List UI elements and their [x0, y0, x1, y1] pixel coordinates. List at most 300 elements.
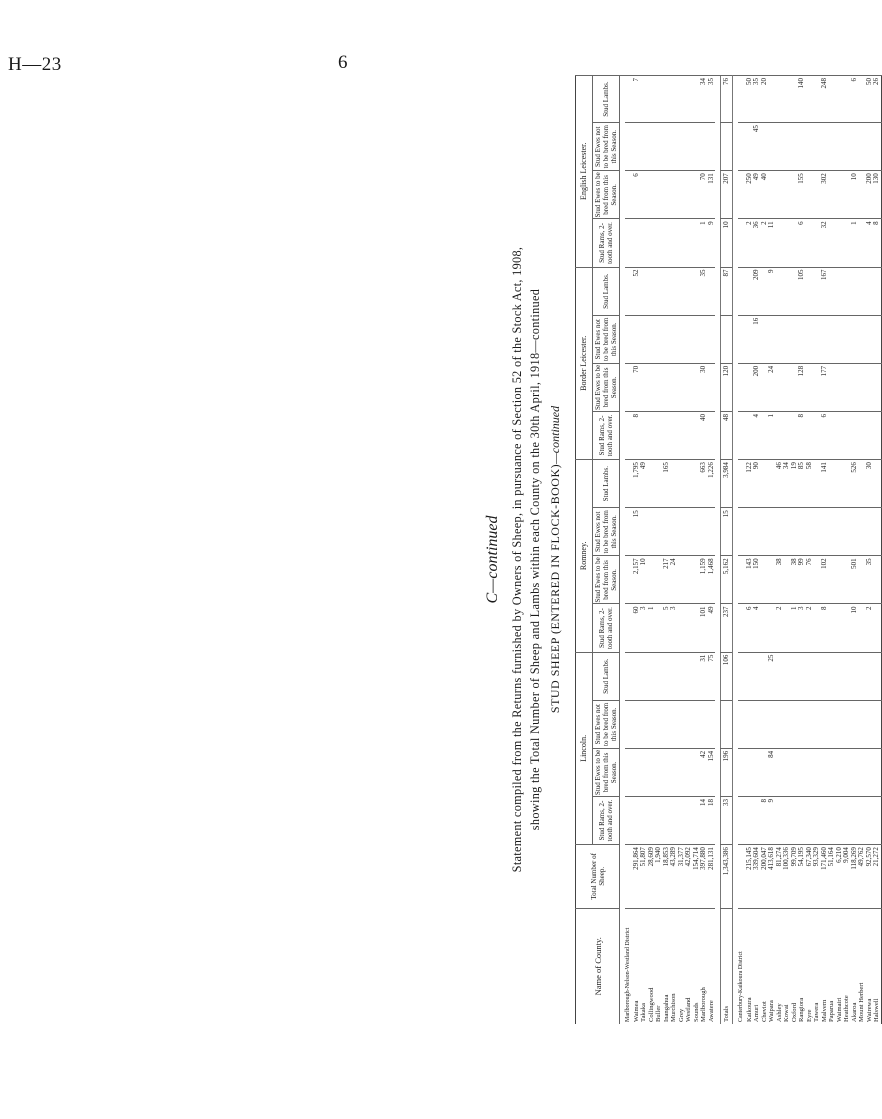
- romney-value-cell: [685, 460, 693, 508]
- border-value-cell: 52: [633, 267, 641, 315]
- county-name: Waimea: [633, 908, 641, 1024]
- english-value-cell: 6: [851, 76, 859, 123]
- romney-value-cell: [776, 508, 784, 556]
- district-heading: Marlborough-Nelson-Westland District: [625, 908, 633, 1024]
- english-value-cell: 45: [753, 123, 761, 171]
- border-value-cell: 209: [753, 267, 761, 315]
- romney-value-cell: [813, 604, 821, 652]
- border-value-cell: [843, 267, 851, 315]
- county-row: [708, 76, 716, 1025]
- english-value-cell: 35: [753, 76, 761, 123]
- english-value-cell: [836, 219, 844, 267]
- lincoln-value-cell: [858, 797, 866, 845]
- lincoln-value-cell: [746, 748, 754, 796]
- english-value-cell: 50: [866, 76, 874, 123]
- romney-value-cell: 99: [798, 556, 806, 604]
- romney-value-cell: 2: [866, 604, 874, 652]
- border-value-cell: 8: [798, 411, 806, 459]
- english-value-cell: [783, 219, 791, 267]
- subcolumn-header: Stud Ewes to be bred from this Season.: [594, 172, 618, 218]
- lincoln-value-cell: [761, 700, 769, 748]
- border-value-cell: 24: [768, 363, 776, 411]
- border-value-cell: [858, 363, 866, 411]
- english-value-cell: 207: [721, 171, 733, 219]
- totals-label: Totals: [721, 908, 733, 1024]
- border-value-cell: [843, 363, 851, 411]
- english-value-cell: [768, 171, 776, 219]
- total-sheep-cell: 9,004: [843, 845, 851, 908]
- county-row: [753, 76, 761, 1025]
- border-value-cell: [783, 363, 791, 411]
- county-row: [648, 76, 656, 1025]
- english-value-cell: [761, 123, 769, 171]
- border-value-cell: [858, 411, 866, 459]
- subcolumn-header: Stud Rams, 2-tooth and over.: [593, 604, 620, 652]
- lincoln-value-cell: [753, 700, 761, 748]
- english-value-cell: [663, 171, 671, 219]
- empty-cell: [625, 123, 633, 171]
- stud-sheep-table: [575, 75, 882, 1024]
- border-value-cell: [678, 267, 686, 315]
- english-value-cell: [806, 123, 814, 171]
- total-sheep-cell: 51,164: [828, 845, 836, 908]
- lincoln-value-cell: [813, 700, 821, 748]
- romney-value-cell: [851, 508, 859, 556]
- total-sheep-cell: 31,377: [678, 845, 686, 908]
- border-value-cell: [776, 315, 784, 363]
- border-value-cell: 128: [798, 363, 806, 411]
- county-row: [873, 76, 881, 1025]
- subcolumn-header: Stud Lambs.: [593, 652, 620, 700]
- romney-value-cell: [821, 508, 829, 556]
- county-row: [783, 76, 791, 1025]
- county-row: [700, 76, 708, 1025]
- border-value-cell: [721, 315, 733, 363]
- border-value-cell: [670, 411, 678, 459]
- border-value-cell: [648, 363, 656, 411]
- english-value-cell: [640, 171, 648, 219]
- border-value-cell: [836, 315, 844, 363]
- subcolumn-header: Stud Rams, 2-tooth and over.: [593, 411, 620, 459]
- romney-value-cell: 1,468: [708, 556, 716, 604]
- romney-value-cell: [798, 508, 806, 556]
- lincoln-value-cell: [836, 797, 844, 845]
- county-name: Collingwood: [648, 908, 656, 1024]
- romney-value-cell: 5,162: [721, 556, 733, 604]
- total-sheep-cell: 92,570: [866, 845, 874, 908]
- total-sheep-cell: 397,880: [700, 845, 708, 908]
- romney-value-cell: [655, 604, 663, 652]
- english-value-cell: [670, 219, 678, 267]
- border-value-cell: [663, 315, 671, 363]
- english-value-cell: [670, 76, 678, 123]
- english-value-cell: [828, 219, 836, 267]
- border-value-cell: [851, 315, 859, 363]
- romney-value-cell: 150: [753, 556, 761, 604]
- empty-cell: [625, 76, 633, 123]
- border-value-cell: [685, 267, 693, 315]
- lincoln-value-cell: [776, 797, 784, 845]
- romney-value-cell: [678, 556, 686, 604]
- english-value-cell: 10: [721, 219, 733, 267]
- border-value-cell: [663, 411, 671, 459]
- total-sheep-cell: 6,210: [836, 845, 844, 908]
- border-value-cell: [776, 267, 784, 315]
- border-value-cell: [873, 267, 881, 315]
- lincoln-value-cell: [663, 652, 671, 700]
- english-value-cell: [655, 76, 663, 123]
- english-value-cell: [798, 123, 806, 171]
- border-value-cell: [768, 315, 776, 363]
- empty-cell: [738, 411, 746, 459]
- empty-cell: [738, 700, 746, 748]
- border-value-cell: 40: [700, 411, 708, 459]
- english-value-cell: 32: [821, 219, 829, 267]
- english-value-cell: 9: [708, 219, 716, 267]
- lincoln-value-cell: [768, 700, 776, 748]
- header-row-groups: [576, 76, 593, 1025]
- romney-value-cell: [685, 604, 693, 652]
- border-value-cell: [648, 411, 656, 459]
- border-value-cell: 16: [753, 315, 761, 363]
- county-row: [821, 76, 829, 1025]
- lincoln-value-cell: [670, 797, 678, 845]
- empty-cell: [738, 123, 746, 171]
- empty-cell: [625, 652, 633, 700]
- romney-value-cell: [746, 508, 754, 556]
- border-value-cell: 120: [721, 363, 733, 411]
- romney-value-cell: 60: [633, 604, 641, 652]
- english-value-cell: [843, 219, 851, 267]
- romney-value-cell: 15: [721, 508, 733, 556]
- border-value-cell: [843, 411, 851, 459]
- county-row: [843, 76, 851, 1025]
- lincoln-value-cell: [791, 652, 799, 700]
- romney-value-cell: 4: [753, 604, 761, 652]
- subcolumn-header: Stud Ewes not to be bred from this Season.: [593, 700, 620, 748]
- lincoln-value-cell: [798, 748, 806, 796]
- statement-title: [508, 0, 544, 1119]
- lincoln-value-cell: [798, 652, 806, 700]
- english-value-cell: [648, 76, 656, 123]
- empty-cell: [738, 748, 746, 796]
- county-row: [836, 76, 844, 1025]
- english-value-cell: [813, 123, 821, 171]
- district-heading: Canterbury-Kaikoura District: [738, 908, 746, 1024]
- lincoln-value-cell: [633, 797, 641, 845]
- lincoln-value-cell: [678, 797, 686, 845]
- county-name: Waimairi: [836, 908, 844, 1024]
- romney-value-cell: [843, 508, 851, 556]
- english-value-cell: [806, 76, 814, 123]
- romney-value-cell: 237: [721, 604, 733, 652]
- lincoln-value-cell: [836, 748, 844, 796]
- border-value-cell: [655, 267, 663, 315]
- romney-value-cell: 1,226: [708, 460, 716, 508]
- lincoln-value-cell: [640, 797, 648, 845]
- english-value-cell: [776, 123, 784, 171]
- total-sheep-cell: 18,853: [663, 845, 671, 908]
- romney-value-cell: [828, 556, 836, 604]
- english-value-cell: [633, 123, 641, 171]
- lincoln-value-cell: [640, 748, 648, 796]
- county-name: Takaka: [640, 908, 648, 1024]
- english-value-cell: [791, 123, 799, 171]
- romney-value-cell: 34: [783, 460, 791, 508]
- county-row: [746, 76, 754, 1025]
- border-value-cell: [836, 267, 844, 315]
- lincoln-value-cell: [851, 748, 859, 796]
- romney-value-cell: 526: [851, 460, 859, 508]
- border-value-cell: [655, 363, 663, 411]
- english-value-cell: [791, 219, 799, 267]
- lincoln-value-cell: [858, 748, 866, 796]
- border-value-cell: [828, 315, 836, 363]
- border-value-cell: [655, 315, 663, 363]
- romney-value-cell: 15: [633, 508, 641, 556]
- romney-value-cell: 1: [648, 604, 656, 652]
- county-row: [851, 76, 859, 1025]
- lincoln-value-cell: 31: [700, 652, 708, 700]
- lincoln-value-cell: [700, 700, 708, 748]
- english-value-cell: [866, 123, 874, 171]
- lincoln-value-cell: [721, 700, 733, 748]
- lincoln-value-cell: [821, 748, 829, 796]
- county-name: Paparua: [828, 908, 836, 1024]
- county-row: [806, 76, 814, 1025]
- english-value-cell: [776, 76, 784, 123]
- subcolumn-header: Stud Lambs.: [593, 267, 620, 315]
- total-sheep-cell: 100,336: [783, 845, 791, 908]
- border-value-cell: [640, 363, 648, 411]
- section-heading: C—continued: [484, 515, 501, 604]
- english-value-cell: 36: [753, 219, 761, 267]
- total-sheep-cell: 291,864: [633, 845, 641, 908]
- lincoln-value-cell: [866, 652, 874, 700]
- english-value-cell: 4: [866, 219, 874, 267]
- county-row: [633, 76, 641, 1025]
- county-name: Wairewa: [866, 908, 874, 1024]
- romney-value-cell: [858, 508, 866, 556]
- romney-value-cell: 3: [640, 604, 648, 652]
- border-value-cell: 48: [721, 411, 733, 459]
- english-value-cell: 130: [873, 171, 881, 219]
- lincoln-value-cell: [693, 700, 701, 748]
- border-value-cell: [783, 411, 791, 459]
- lincoln-value-cell: [851, 797, 859, 845]
- romney-value-cell: [685, 556, 693, 604]
- subtitle-continued: —continued: [548, 405, 562, 464]
- lincoln-value-cell: [746, 797, 754, 845]
- english-value-cell: 1: [851, 219, 859, 267]
- subcolumn-header: Stud Rams, 2-tooth and over.: [593, 219, 620, 267]
- lincoln-value-cell: [866, 797, 874, 845]
- english-value-cell: [851, 123, 859, 171]
- english-value-cell: [685, 171, 693, 219]
- lincoln-value-cell: [776, 652, 784, 700]
- lincoln-value-cell: [783, 797, 791, 845]
- county-name: Akaroa: [851, 908, 859, 1024]
- lincoln-value-cell: [648, 797, 656, 845]
- border-value-cell: [836, 411, 844, 459]
- english-value-cell: [693, 123, 701, 171]
- lincoln-value-cell: [798, 797, 806, 845]
- romney-value-cell: 58: [806, 460, 814, 508]
- lincoln-value-cell: [678, 652, 686, 700]
- lincoln-value-cell: 9: [768, 797, 776, 845]
- border-value-cell: 87: [721, 267, 733, 315]
- county-row: [663, 76, 671, 1025]
- lincoln-value-cell: [828, 748, 836, 796]
- lincoln-value-cell: [746, 700, 754, 748]
- romney-value-cell: 90: [753, 460, 761, 508]
- county-row: [776, 76, 784, 1025]
- county-name: Heathcote: [843, 908, 851, 1024]
- lincoln-value-cell: 75: [708, 652, 716, 700]
- lincoln-value-cell: [821, 652, 829, 700]
- english-value-cell: 6: [798, 219, 806, 267]
- romney-value-cell: [640, 508, 648, 556]
- english-value-cell: 70: [700, 171, 708, 219]
- border-value-cell: [685, 363, 693, 411]
- county-name: Kowai: [783, 908, 791, 1024]
- border-value-cell: [700, 315, 708, 363]
- border-value-cell: [791, 411, 799, 459]
- border-value-cell: [866, 411, 874, 459]
- empty-cell: [625, 700, 633, 748]
- border-value-cell: [708, 411, 716, 459]
- romney-value-cell: [648, 460, 656, 508]
- romney-value-cell: 76: [806, 556, 814, 604]
- border-value-cell: [806, 315, 814, 363]
- english-value-cell: [836, 76, 844, 123]
- lincoln-value-cell: [851, 652, 859, 700]
- total-sheep-cell: 81,274: [776, 845, 784, 908]
- border-value-cell: 4: [753, 411, 761, 459]
- border-value-cell: [761, 267, 769, 315]
- lincoln-value-cell: [685, 797, 693, 845]
- romney-value-cell: 663: [700, 460, 708, 508]
- lincoln-value-cell: [783, 652, 791, 700]
- romney-value-cell: [806, 508, 814, 556]
- english-value-cell: 26: [873, 76, 881, 123]
- border-value-cell: [791, 315, 799, 363]
- border-value-cell: [633, 315, 641, 363]
- lincoln-value-cell: [685, 748, 693, 796]
- english-value-cell: 7: [633, 76, 641, 123]
- english-value-cell: 140: [798, 76, 806, 123]
- lincoln-value-cell: [806, 652, 814, 700]
- district-heading-row: [738, 76, 746, 1025]
- english-value-cell: [858, 123, 866, 171]
- border-value-cell: [693, 315, 701, 363]
- empty-cell: [625, 748, 633, 796]
- english-value-cell: [685, 123, 693, 171]
- romney-value-cell: [783, 508, 791, 556]
- romney-value-cell: [708, 508, 716, 556]
- english-value-cell: 1: [700, 219, 708, 267]
- total-sheep-cell: 21,272: [873, 845, 881, 908]
- border-value-cell: [806, 411, 814, 459]
- county-row: [828, 76, 836, 1025]
- romney-value-cell: 2: [776, 604, 784, 652]
- english-value-cell: [836, 171, 844, 219]
- border-value-cell: [685, 411, 693, 459]
- county-row: [655, 76, 663, 1025]
- romney-value-cell: [768, 508, 776, 556]
- english-value-cell: [663, 76, 671, 123]
- english-value-cell: 155: [798, 171, 806, 219]
- lincoln-value-cell: [791, 748, 799, 796]
- english-value-cell: [648, 123, 656, 171]
- subtitle-text: STUD SHEEP (ENTERED IN FLOCK-BOOK): [548, 463, 562, 714]
- county-name: Amuri: [753, 908, 761, 1024]
- romney-value-cell: 19: [791, 460, 799, 508]
- page-number: 6: [338, 52, 348, 73]
- lincoln-value-cell: [663, 700, 671, 748]
- english-value-cell: [828, 171, 836, 219]
- romney-value-cell: 143: [746, 556, 754, 604]
- border-value-cell: [655, 411, 663, 459]
- romney-value-cell: [836, 556, 844, 604]
- romney-value-cell: [836, 460, 844, 508]
- lincoln-value-cell: [633, 652, 641, 700]
- total-column-header: Total Number of Sheep.: [576, 845, 620, 908]
- lincoln-value-cell: [670, 652, 678, 700]
- lincoln-value-cell: 42: [700, 748, 708, 796]
- romney-value-cell: 24: [670, 556, 678, 604]
- lincoln-value-cell: [663, 748, 671, 796]
- county-name: Buller: [655, 908, 663, 1024]
- total-sheep-cell: 54,195: [798, 845, 806, 908]
- lincoln-value-cell: [798, 700, 806, 748]
- total-sheep-cell: 339,604: [753, 845, 761, 908]
- border-value-cell: 9: [768, 267, 776, 315]
- subcolumn-header: Stud Ewes to be bred from this Season.: [594, 557, 618, 603]
- english-value-cell: [663, 219, 671, 267]
- county-row: [858, 76, 866, 1025]
- romney-value-cell: [768, 604, 776, 652]
- title-line-1: Statement compiled from the Returns furnished by Owners of Sheep, in pursuance of Section 52 of the Stock Act, 1908,: [510, 246, 524, 873]
- county-name: Ashley: [776, 908, 784, 1024]
- romney-value-cell: [670, 508, 678, 556]
- subcolumn-header: Stud Ewes not to be bred from this Season.: [593, 508, 620, 556]
- border-value-cell: 6: [821, 411, 829, 459]
- county-row: [761, 76, 769, 1025]
- lincoln-value-cell: [806, 700, 814, 748]
- lincoln-value-cell: 196: [721, 748, 733, 796]
- romney-value-cell: 101: [700, 604, 708, 652]
- total-sheep-cell: 118,269: [851, 845, 859, 908]
- border-value-cell: [678, 411, 686, 459]
- border-value-cell: [783, 315, 791, 363]
- romney-value-cell: 49: [708, 604, 716, 652]
- romney-value-cell: 102: [821, 556, 829, 604]
- subcolumn-header: Stud Ewes to be bred from this Season.: [594, 749, 618, 796]
- lincoln-value-cell: [678, 748, 686, 796]
- lincoln-value-cell: [648, 652, 656, 700]
- romney-value-cell: [836, 508, 844, 556]
- lincoln-value-cell: [685, 700, 693, 748]
- romney-value-cell: [663, 508, 671, 556]
- romney-value-cell: [791, 508, 799, 556]
- border-value-cell: [798, 315, 806, 363]
- english-value-cell: [776, 171, 784, 219]
- border-value-cell: 167: [821, 267, 829, 315]
- romney-value-cell: 5: [663, 604, 671, 652]
- english-value-cell: 49: [753, 171, 761, 219]
- romney-value-cell: [655, 508, 663, 556]
